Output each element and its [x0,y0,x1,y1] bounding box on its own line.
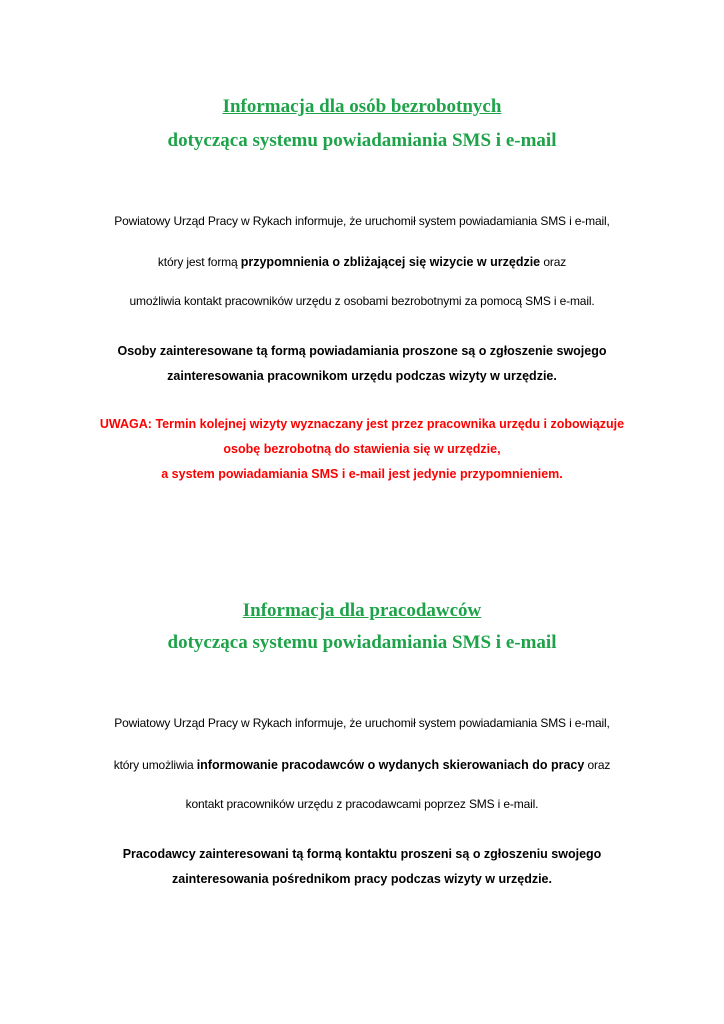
section1-warning-line1: UWAGA: Termin kolejnej wizyty wyznaczany jest przez pracownika urzędu i zobowiązuje [99,417,625,431]
section2-paragraph1-line3: kontakt pracowników urzędu z pracodawcami poprzez SMS i e-mail. [185,797,539,811]
section1-warning-line3: a system powiadamiania SMS i e-mail jest jedynie przypomnieniem. [161,467,563,481]
section2-title-line1: Informacja dla pracodawców [242,600,482,621]
section2-paragraph2-line2: zainteresowania pośrednikom pracy podczas wizyty w urzędzie. [172,872,552,886]
section2-paragraph1-line1: Powiatowy Urząd Pracy w Rykach informuje, że uruchomił system powiadamiania SMS i e-mail, [114,716,610,730]
section2-p1-line2-post: oraz [584,758,611,772]
section1-p1-line2-pre: który jest formą [157,255,241,269]
section1-paragraph2-line1: Osoby zainteresowane tą formą powiadamiania proszone są o zgłoszenie swojego [117,344,607,358]
section2-p1-line2-pre: który umożliwia [113,758,197,772]
section1-paragraph2-line2: zainteresowania pracownikom urzędu podczas wizyty w urzędzie. [167,369,557,383]
section2-paragraph2-line1: Pracodawcy zainteresowani tą formą kontaktu proszeni są o zgłoszeniu swojego [122,847,602,861]
section1-title-line1: Informacja dla osób bezrobotnych [222,96,502,117]
section2-p1-line2-bold: informowanie pracodawców o wydanych skierowaniach do pracy [196,758,585,772]
section2-paragraph1-line2 [0,758,724,772]
section1-paragraph1-line3: umożliwia kontakt pracowników urzędu z osobami bezrobotnymi za pomocą SMS i e-mail. [129,294,595,308]
section1-p1-line2-bold: przypomnienia o zbliżającej się wizycie w urzędzie [240,255,541,269]
section1-title-line2: dotycząca systemu powiadamiania SMS i e-mail [167,130,557,151]
section1-paragraph1-line1: Powiatowy Urząd Pracy w Rykach informuje, że uruchomił system powiadamiania SMS i e-mail, [114,214,610,228]
section1-warning-line2: osobę bezrobotną do stawienia się w urzędzie, [223,442,501,456]
section2-title-line2: dotycząca systemu powiadamiania SMS i e-mail [167,632,557,653]
section1-paragraph1-line2 [0,255,724,269]
section1-p1-line2-post: oraz [540,255,567,269]
